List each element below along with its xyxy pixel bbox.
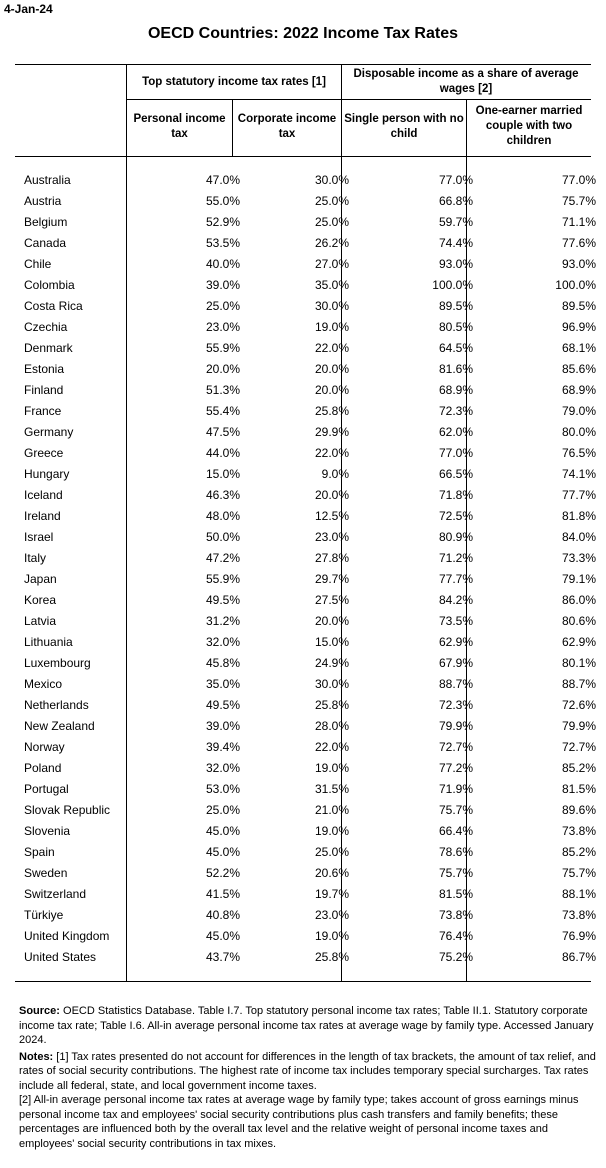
country-cell: Italy — [24, 551, 47, 565]
married-share-cell: 96.9% — [561, 320, 596, 334]
married-share-cell: 76.9% — [561, 929, 596, 943]
personal-tax-cell: 40.0% — [205, 257, 240, 271]
corporate-tax-cell: 28.0% — [314, 719, 349, 733]
personal-tax-cell: 25.0% — [205, 803, 240, 817]
country-cell: Sweden — [24, 866, 68, 880]
personal-tax-cell: 45.8% — [205, 656, 240, 670]
country-cell: Finland — [24, 383, 64, 397]
country-cell: Switzerland — [24, 887, 87, 901]
single-share-cell: 78.6% — [438, 845, 473, 859]
country-cell: Türkiye — [24, 908, 64, 922]
header-married-couple: One-earner married couple with two children — [475, 105, 583, 147]
single-share-cell: 72.5% — [438, 509, 473, 523]
date-stamp: 4-Jan-24 — [4, 2, 53, 16]
country-cell: Luxembourg — [24, 656, 91, 670]
single-share-cell: 100.0% — [432, 278, 473, 292]
corporate-tax-cell: 27.0% — [314, 257, 349, 271]
married-share-cell: 85.2% — [561, 845, 596, 859]
married-share-cell: 77.7% — [561, 488, 596, 502]
personal-tax-cell: 35.0% — [205, 677, 240, 691]
footnotes — [19, 1004, 597, 1153]
header-single-person: Single person with no child — [344, 113, 464, 140]
page-title: OECD Countries: 2022 Income Tax Rates — [147, 25, 459, 42]
country-cell: Costa Rica — [24, 299, 83, 313]
married-share-cell: 77.6% — [561, 236, 596, 250]
table-bottom-rule — [15, 981, 591, 982]
personal-tax-cell: 53.0% — [205, 782, 240, 796]
note-2-text: [2] All-in average personal income tax rates at average wage by family type; takes account of gross earnings minus personal income tax and employees' social security contributions plus cash transfers and family benefits; these percentages are influenced both by the overall tax level and the relative weight of personal income taxes and employees' social security contributions in tax mixes. — [19, 1094, 579, 1150]
country-cell: Denmark — [24, 341, 73, 355]
married-share-cell: 76.5% — [561, 446, 596, 460]
corporate-tax-cell: 25.8% — [314, 404, 349, 418]
table-row — [24, 464, 596, 485]
table-body — [24, 170, 596, 968]
corporate-tax-cell: 19.0% — [314, 824, 349, 838]
single-share-cell: 73.5% — [438, 614, 473, 628]
single-share-cell: 84.2% — [438, 593, 473, 607]
personal-tax-cell: 49.5% — [205, 698, 240, 712]
corporate-tax-cell: 25.8% — [314, 950, 349, 964]
country-cell: Poland — [24, 761, 62, 775]
country-cell: Austria — [24, 194, 62, 208]
table-row — [24, 275, 596, 296]
country-cell: Mexico — [24, 677, 63, 691]
country-cell: Canada — [24, 236, 67, 250]
corporate-tax-cell: 25.0% — [314, 194, 349, 208]
tax-rates-table — [24, 170, 596, 968]
corporate-tax-cell: 25.0% — [314, 215, 349, 229]
country-cell: Czechia — [24, 320, 68, 334]
married-share-cell: 88.1% — [561, 887, 596, 901]
table-row — [24, 170, 596, 191]
country-cell: Chile — [24, 257, 52, 271]
corporate-tax-cell: 30.0% — [314, 173, 349, 187]
table-row — [24, 401, 596, 422]
married-share-cell: 81.8% — [561, 509, 596, 523]
personal-tax-cell: 39.0% — [205, 719, 240, 733]
single-share-cell: 74.4% — [438, 236, 473, 250]
table-row — [24, 569, 596, 590]
corporate-tax-cell: 9.0% — [321, 467, 349, 481]
married-share-cell: 79.9% — [561, 719, 596, 733]
personal-tax-cell: 41.5% — [205, 887, 240, 901]
note-1-text: [1] Tax rates presented do not account for differences in the length of tax brackets, the amount of tax relief, and rates of social security contributions. The highest rate of income tax includes temporary special surcharges. Tax rates include all federal, state, and local government income taxes. — [19, 1050, 596, 1092]
table-row — [24, 380, 596, 401]
corporate-tax-cell: 22.0% — [314, 446, 349, 460]
personal-tax-cell: 47.0% — [205, 173, 240, 187]
table-row — [24, 695, 596, 716]
single-share-cell: 67.9% — [438, 656, 473, 670]
married-share-cell: 73.8% — [561, 908, 596, 922]
married-share-cell: 75.7% — [561, 866, 596, 880]
single-share-cell: 88.7% — [438, 677, 473, 691]
corporate-tax-cell: 26.2% — [314, 236, 349, 250]
single-share-cell: 72.7% — [438, 740, 473, 754]
married-share-cell: 73.8% — [561, 824, 596, 838]
table-row — [24, 842, 596, 863]
source-text: OECD Statistics Database. Table I.7. Top statutory personal income tax rates; Table II.1. Statutory corporate income tax rate; Table I.6. All-in average personal income tax rates at average wage by family type. Accessed January 2024. — [19, 1005, 594, 1046]
corporate-tax-cell: 35.0% — [314, 278, 349, 292]
country-cell: France — [24, 404, 62, 418]
table-row — [24, 674, 596, 695]
country-cell: Spain — [24, 845, 55, 859]
personal-tax-cell: 55.9% — [205, 341, 240, 355]
corporate-tax-cell: 27.5% — [314, 593, 349, 607]
personal-tax-cell: 39.4% — [205, 740, 240, 754]
header-bottom-rule — [15, 156, 591, 157]
single-share-cell: 93.0% — [438, 257, 473, 271]
corporate-tax-cell: 19.0% — [314, 929, 349, 943]
country-cell: Belgium — [24, 215, 68, 229]
table-row — [24, 821, 596, 842]
single-share-cell: 81.5% — [438, 887, 473, 901]
source-label: Source: — [19, 1005, 60, 1017]
country-cell: United Kingdom — [24, 929, 110, 943]
single-share-cell: 66.5% — [438, 467, 473, 481]
table-row — [24, 716, 596, 737]
married-share-cell: 86.0% — [561, 593, 596, 607]
table-row — [24, 338, 596, 359]
corporate-tax-cell: 23.0% — [314, 530, 349, 544]
married-share-cell: 80.1% — [561, 656, 596, 670]
married-share-cell: 80.0% — [561, 425, 596, 439]
corporate-tax-cell: 25.8% — [314, 698, 349, 712]
country-cell: Latvia — [24, 614, 57, 628]
personal-tax-cell: 47.5% — [205, 425, 240, 439]
corporate-tax-cell: 31.5% — [314, 782, 349, 796]
personal-tax-cell: 32.0% — [205, 635, 240, 649]
country-cell: Iceland — [24, 488, 63, 502]
personal-tax-cell: 51.3% — [205, 383, 240, 397]
personal-tax-cell: 25.0% — [205, 299, 240, 313]
table-row — [24, 653, 596, 674]
top-rule — [15, 64, 591, 65]
personal-tax-cell: 53.5% — [205, 236, 240, 250]
table-row — [24, 800, 596, 821]
personal-tax-cell: 23.0% — [205, 320, 240, 334]
corporate-tax-cell: 19.0% — [314, 761, 349, 775]
table-row — [24, 548, 596, 569]
header-group-disposable: Disposable income as a share of average wages [2] — [353, 68, 579, 95]
personal-tax-cell: 55.4% — [205, 404, 240, 418]
single-share-cell: 75.7% — [438, 866, 473, 880]
country-cell: Korea — [24, 593, 57, 607]
married-share-cell: 74.1% — [561, 467, 596, 481]
personal-tax-cell: 48.0% — [205, 509, 240, 523]
corporate-tax-cell: 30.0% — [314, 299, 349, 313]
corporate-tax-cell: 20.0% — [314, 383, 349, 397]
single-share-cell: 75.7% — [438, 803, 473, 817]
corporate-tax-cell: 23.0% — [314, 908, 349, 922]
table-row — [24, 506, 596, 527]
table-row — [24, 443, 596, 464]
married-share-cell: 75.7% — [561, 194, 596, 208]
country-cell: Hungary — [24, 467, 70, 481]
table-row — [24, 422, 596, 443]
corporate-tax-cell: 20.6% — [314, 866, 349, 880]
single-share-cell: 64.5% — [438, 341, 473, 355]
personal-tax-cell: 49.5% — [205, 593, 240, 607]
corporate-tax-cell: 25.0% — [314, 845, 349, 859]
married-share-cell: 93.0% — [561, 257, 596, 271]
married-share-cell: 79.1% — [561, 572, 596, 586]
table-row — [24, 317, 596, 338]
country-cell: Portugal — [24, 782, 69, 796]
single-share-cell: 66.4% — [438, 824, 473, 838]
personal-tax-cell: 45.0% — [205, 845, 240, 859]
table-row — [24, 296, 596, 317]
single-share-cell: 79.9% — [438, 719, 473, 733]
single-share-cell: 73.8% — [438, 908, 473, 922]
country-cell: New Zealand — [24, 719, 95, 733]
table-row — [24, 611, 596, 632]
single-share-cell: 71.2% — [438, 551, 473, 565]
header-group-statutory: Top statutory income tax rates [1] — [142, 76, 326, 88]
country-cell: Greece — [24, 446, 64, 460]
married-share-cell: 89.6% — [561, 803, 596, 817]
single-share-cell: 77.7% — [438, 572, 473, 586]
table-row — [24, 758, 596, 779]
married-share-cell: 80.6% — [561, 614, 596, 628]
table-row — [24, 527, 596, 548]
notes-label: Notes: — [19, 1050, 54, 1063]
personal-tax-cell: 46.3% — [205, 488, 240, 502]
married-share-cell: 62.9% — [561, 635, 596, 649]
group-rule — [127, 99, 591, 100]
married-share-cell: 72.6% — [561, 698, 596, 712]
personal-tax-cell: 39.0% — [205, 278, 240, 292]
personal-tax-cell: 47.2% — [205, 551, 240, 565]
single-share-cell: 66.8% — [438, 194, 473, 208]
single-share-cell: 62.0% — [438, 425, 473, 439]
table-row — [24, 884, 596, 905]
corporate-tax-cell: 20.0% — [314, 488, 349, 502]
single-share-cell: 89.5% — [438, 299, 473, 313]
table-row — [24, 926, 596, 947]
married-share-cell: 86.7% — [561, 950, 596, 964]
header-personal-income-tax: Personal income tax — [133, 113, 226, 140]
country-cell: Norway — [24, 740, 65, 754]
personal-tax-cell: 43.7% — [205, 950, 240, 964]
single-share-cell: 72.3% — [438, 404, 473, 418]
country-cell: Australia — [24, 173, 71, 187]
table-row — [24, 947, 596, 968]
personal-tax-cell: 55.9% — [205, 572, 240, 586]
married-share-cell: 84.0% — [561, 530, 596, 544]
table-row — [24, 737, 596, 758]
country-cell: Colombia — [24, 278, 75, 292]
single-share-cell: 68.9% — [438, 383, 473, 397]
single-share-cell: 81.6% — [438, 362, 473, 376]
table-row — [24, 485, 596, 506]
country-cell: Slovak Republic — [24, 803, 111, 817]
corporate-tax-cell: 27.8% — [314, 551, 349, 565]
country-cell: Ireland — [24, 509, 61, 523]
corporate-tax-cell: 19.0% — [314, 320, 349, 334]
corporate-tax-cell: 19.7% — [314, 887, 349, 901]
personal-tax-cell: 44.0% — [205, 446, 240, 460]
header-corporate-income-tax: Corporate income tax — [237, 113, 337, 140]
married-share-cell: 73.3% — [561, 551, 596, 565]
single-share-cell: 59.7% — [438, 215, 473, 229]
corporate-tax-cell: 20.0% — [314, 614, 349, 628]
country-cell: Estonia — [24, 362, 65, 376]
personal-tax-cell: 50.0% — [205, 530, 240, 544]
corporate-tax-cell: 29.9% — [314, 425, 349, 439]
single-share-cell: 75.2% — [438, 950, 473, 964]
corporate-tax-cell: 29.7% — [314, 572, 349, 586]
personal-tax-cell: 15.0% — [205, 467, 240, 481]
single-share-cell: 80.9% — [438, 530, 473, 544]
country-cell: Netherlands — [24, 698, 89, 712]
single-share-cell: 77.0% — [438, 446, 473, 460]
table-row — [24, 779, 596, 800]
married-share-cell: 85.6% — [561, 362, 596, 376]
married-share-cell: 79.0% — [561, 404, 596, 418]
corporate-tax-cell: 15.0% — [314, 635, 349, 649]
married-share-cell: 71.1% — [561, 215, 596, 229]
table-row — [24, 632, 596, 653]
personal-tax-cell: 20.0% — [205, 362, 240, 376]
personal-tax-cell: 31.2% — [205, 614, 240, 628]
country-cell: Lithuania — [24, 635, 73, 649]
single-share-cell: 72.3% — [438, 698, 473, 712]
personal-tax-cell: 45.0% — [205, 929, 240, 943]
single-share-cell: 77.0% — [438, 173, 473, 187]
table-row — [24, 905, 596, 926]
single-share-cell: 71.9% — [438, 782, 473, 796]
notes-note — [19, 1050, 597, 1152]
corporate-tax-cell: 24.9% — [314, 656, 349, 670]
table-row — [24, 254, 596, 275]
married-share-cell: 81.5% — [561, 782, 596, 796]
table-row — [24, 359, 596, 380]
table-row — [24, 590, 596, 611]
personal-tax-cell: 32.0% — [205, 761, 240, 775]
table-row — [24, 233, 596, 254]
married-share-cell: 89.5% — [561, 299, 596, 313]
country-cell: Germany — [24, 425, 74, 439]
table-row — [24, 191, 596, 212]
corporate-tax-cell: 20.0% — [314, 362, 349, 376]
married-share-cell: 85.2% — [561, 761, 596, 775]
country-cell: Japan — [24, 572, 57, 586]
personal-tax-cell: 52.2% — [205, 866, 240, 880]
married-share-cell: 77.0% — [561, 173, 596, 187]
corporate-tax-cell: 21.0% — [314, 803, 349, 817]
corporate-tax-cell: 22.0% — [314, 740, 349, 754]
single-share-cell: 62.9% — [438, 635, 473, 649]
corporate-tax-cell: 30.0% — [314, 677, 349, 691]
source-note — [19, 1004, 597, 1048]
country-cell: Slovenia — [24, 824, 71, 838]
table-row — [24, 863, 596, 884]
single-share-cell: 80.5% — [438, 320, 473, 334]
personal-tax-cell: 45.0% — [205, 824, 240, 838]
married-share-cell: 68.9% — [561, 383, 596, 397]
single-share-cell: 71.8% — [438, 488, 473, 502]
corporate-tax-cell: 12.5% — [314, 509, 349, 523]
country-cell: Israel — [24, 530, 54, 544]
married-share-cell: 68.1% — [561, 341, 596, 355]
personal-tax-cell: 40.8% — [205, 908, 240, 922]
country-cell: United States — [24, 950, 97, 964]
table-row — [24, 212, 596, 233]
single-share-cell: 77.2% — [438, 761, 473, 775]
personal-tax-cell: 55.0% — [205, 194, 240, 208]
single-share-cell: 76.4% — [438, 929, 473, 943]
corporate-tax-cell: 22.0% — [314, 341, 349, 355]
married-share-cell: 72.7% — [561, 740, 596, 754]
married-share-cell: 100.0% — [555, 278, 596, 292]
personal-tax-cell: 52.9% — [205, 215, 240, 229]
married-share-cell: 88.7% — [561, 677, 596, 691]
